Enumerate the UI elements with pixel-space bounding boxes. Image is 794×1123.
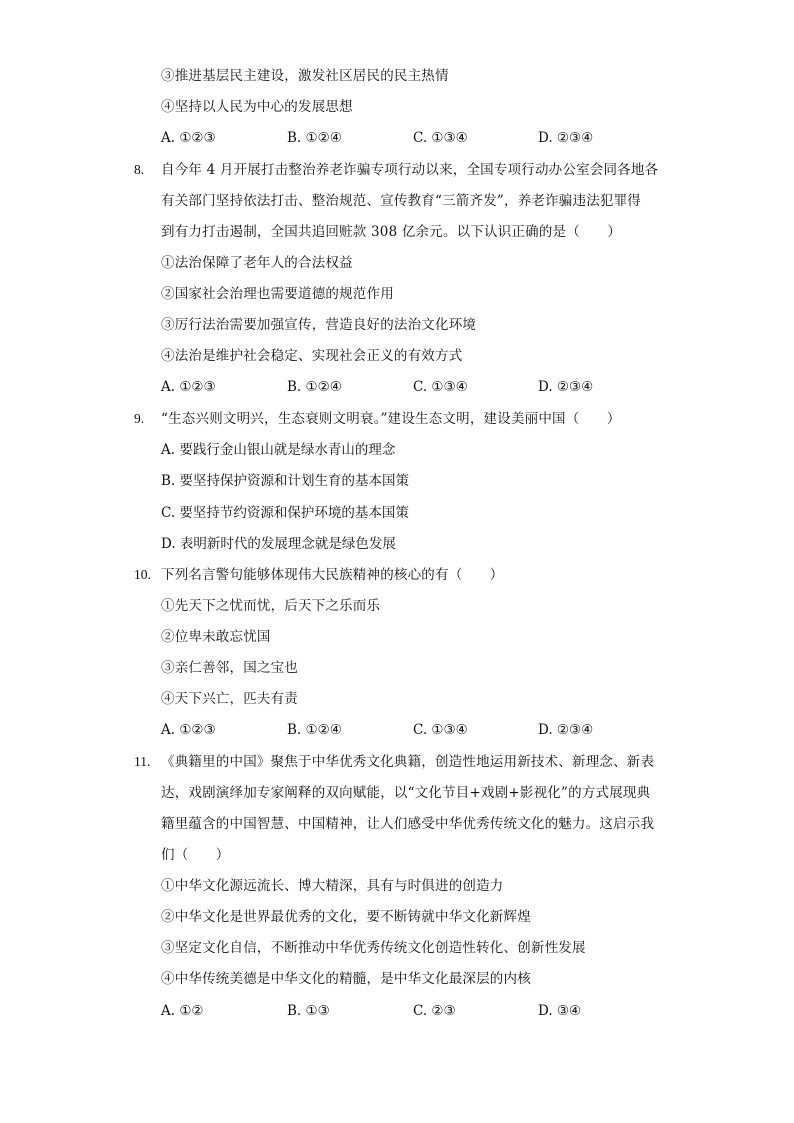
q11-stem-line-1: 《典籍里的中国》聚焦于中华优秀文化典籍，创造性地运用新技术、新理念、新表: [161, 754, 655, 770]
q9-number: 9.: [134, 411, 145, 426]
q8-statement-2: ②国家社会治理也需要道德的规范作用: [161, 286, 394, 302]
q8-option-c[interactable]: C. ①③④: [413, 379, 468, 395]
q8-statement-1: ①法治保障了老年人的合法权益: [161, 255, 353, 271]
q8-stem-line-1: 自今年 4 月开展打击整治养老诈骗专项行动以来，全国专项行动办公室会同各地各: [161, 162, 659, 178]
q7-option-b[interactable]: B. ①②④: [287, 130, 342, 146]
q11-stem-line-4: 们（ ）: [161, 847, 230, 863]
q9-choice-a[interactable]: A. 要践行金山银山就是绿水青山的理念: [161, 442, 396, 458]
q10-option-d[interactable]: D. ②③④: [538, 722, 594, 738]
q9-choice-c[interactable]: C. 要坚持节约资源和保护环境的基本国策: [161, 505, 409, 521]
q9-choice-b[interactable]: B. 要坚持保护资源和计划生育的基本国策: [161, 473, 410, 489]
q10-number: 10.: [134, 567, 151, 582]
q11-option-a[interactable]: A. ①②: [161, 1003, 204, 1019]
q7-option-a[interactable]: A. ①②③: [161, 130, 216, 146]
q10-option-c[interactable]: C. ①③④: [413, 722, 468, 738]
q10-statement-2: ②位卑未敢忘忧国: [161, 629, 271, 645]
q11-statement-1: ①中华文化源远流长、博大精深，具有与时俱进的创造力: [161, 878, 504, 894]
q11-stem-line-3: 籍里蕴含的中国智慧、中国精神，让人们感受中华优秀传统文化的魅力。这启示我: [161, 816, 655, 832]
q11-option-c[interactable]: C. ②③: [413, 1003, 456, 1019]
q8-option-a[interactable]: A. ①②③: [161, 379, 216, 395]
q8-stem-line-3: 到有力打击遏制，全国共追回赃款 308 亿余元。以下认识正确的是（ ）: [161, 224, 622, 240]
q8-stem-line-2: 有关部门坚持依法打击、整治规范、宣传教育“三箭齐发”，养老诈骗违法犯罪得: [161, 193, 642, 209]
q8-statement-4: ④法治是维护社会稳定、实现社会正义的有效方式: [161, 348, 463, 364]
q8-statement-3: ③厉行法治需要加强宣传，营造良好的法治文化环境: [161, 317, 477, 333]
q11-number: 11.: [134, 754, 151, 769]
q10-statement-3: ③亲仁善邻，国之宝也: [161, 660, 298, 676]
q11-statement-2: ②中华文化是世界最优秀的文化，要不断铸就中华文化新辉煌: [161, 909, 531, 925]
q11-statement-4: ④中华传统美德是中华文化的精髓，是中华文化最深层的内核: [161, 971, 531, 987]
q7-statement-4: ④坚持以人民为中心的发展思想: [161, 99, 353, 115]
q8-option-b[interactable]: B. ①②④: [287, 379, 342, 395]
q9-stem: “生态兴则文明兴，生态衰则文明衰。”建设生态文明，建设美丽中国（ ）: [161, 411, 621, 427]
q10-statement-1: ①先天下之忧而忧，后天下之乐而乐: [161, 598, 381, 614]
q9-choice-d[interactable]: D. 表明新时代的发展理念就是绿色发展: [161, 536, 396, 552]
q11-option-b[interactable]: B. ①③: [287, 1003, 330, 1019]
q11-statement-3: ③坚定文化自信，不断推动中华优秀传统文化创造性转化、创新性发展: [161, 940, 586, 956]
q8-number: 8.: [134, 162, 145, 177]
q11-stem-line-2: 达，戏剧演绎加专家阐释的双向赋能，以“文化节目+戏剧+影视化”的方式展现典: [161, 785, 651, 801]
q10-stem: 下列名言警句能够体现伟大民族精神的核心的有（ ）: [161, 567, 504, 583]
q7-option-c[interactable]: C. ①③④: [413, 130, 468, 146]
q10-option-a[interactable]: A. ①②③: [161, 722, 216, 738]
q7-option-d[interactable]: D. ②③④: [538, 130, 594, 146]
q8-option-d[interactable]: D. ②③④: [538, 379, 594, 395]
q10-option-b[interactable]: B. ①②④: [287, 722, 342, 738]
q11-option-d[interactable]: D. ③④: [538, 1003, 582, 1019]
q7-statement-3: ③推进基层民主建设，激发社区居民的民主热情: [161, 68, 449, 84]
q10-statement-4: ④天下兴亡，匹夫有责: [161, 691, 298, 707]
